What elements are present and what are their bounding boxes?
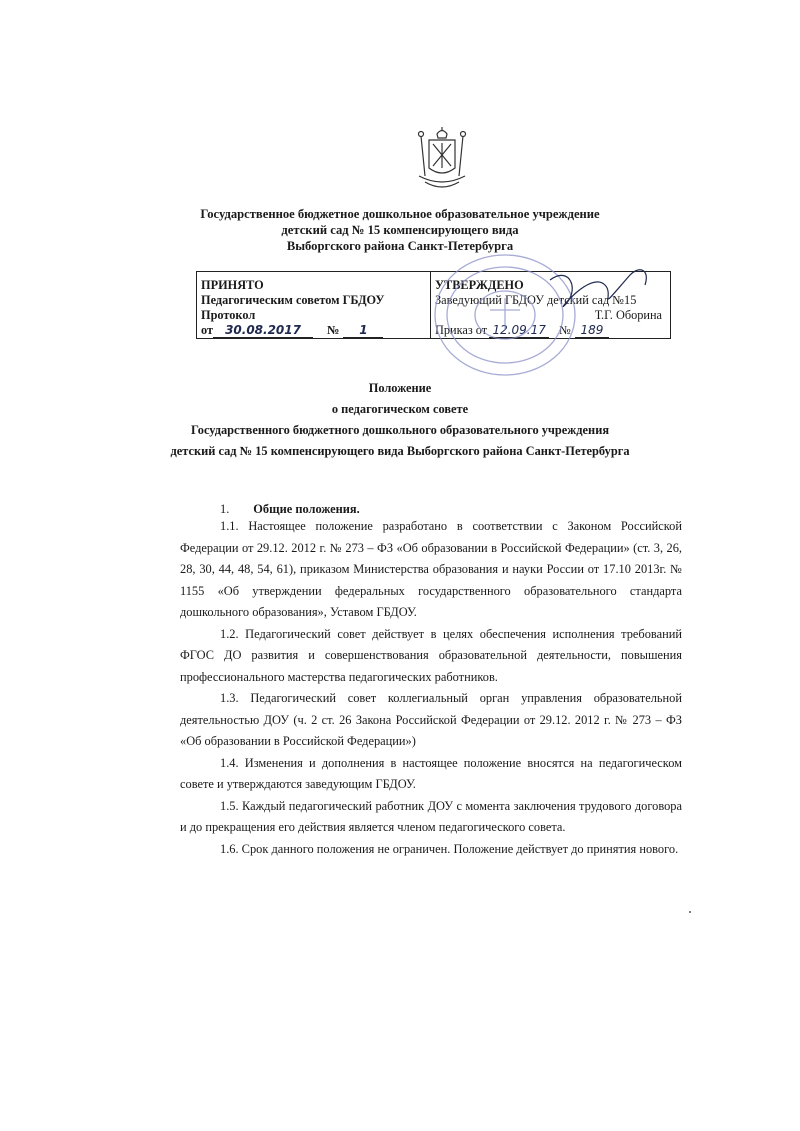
title-line-2: о педагогическом совете [331,402,469,416]
protocol-from-label: от [201,323,214,337]
accepted-label: ПРИНЯТО [201,278,264,292]
protocol-label: Протокол [201,308,256,322]
order-number-label: № [559,323,571,337]
title-line-4: детский сад № 15 компенсирующего вида Выборгского района Санкт-Петербурга [170,444,630,458]
section-title: Общие положения. [253,502,360,516]
section-heading [220,502,360,517]
accepted-cell [197,272,431,338]
protocol-number: 1 [343,324,383,338]
accepted-by: Педагогическим советом ГБДОУ [201,293,385,307]
order-label: Приказ от [435,323,488,337]
header-line-3: Выборгского района Санкт-Петербурга [286,239,514,253]
title-line-3: Государственного бюджетного дошкольного образовательного учреждения [190,423,610,437]
title-line-1: Положение [368,381,432,395]
approved-label: УТВЕРЖДЕНО [435,278,524,292]
head-position: Заведующий ГБДОУ детский сад №15 [435,293,637,307]
head-name: Т.Г. Оборина [594,308,662,322]
protocol-number-label: № [327,323,340,337]
paragraph-1-6: 1.6. Срок данного положения не ограничен. Положение действует до принятия нового. [220,841,679,856]
scan-speck [689,911,691,913]
order-number: 189 [575,324,609,338]
section-number: 1. [220,502,230,516]
document-title [0,378,800,462]
organization-header [0,206,800,254]
coat-of-arms-emblem [415,126,469,192]
document-body [180,516,682,860]
paragraph-1-1: 1.1. Настоящее положение разработано в соответствии с Законом Российской Федерации от 29.12. 2012 г. № 273 – ФЗ «Об образовании в Российской Федерации» (ст. 3, 26, 28, 30, 44, 48, 54, 61), приказом Министерства образования и науки России от 17.10 2013г. № 1155 «Об утверждении федеральных государственного образовательного стандарта дошкольного образования», Уставом ГБДОУ. [180,519,682,619]
protocol-date: 30.08.2017 [213,324,313,338]
paragraph-1-3: 1.3. Педагогический совет коллегиальный орган управления образовательной деятельностью ДОУ (ч. 2 ст. 26 Закона Российской Федерации от 29.12. 2012 г. № 273 – ФЗ «Об образовании в Российской Федерации») [180,691,682,748]
approved-cell [431,272,670,338]
header-line-2: детский сад № 15 компенсирующего вида [281,223,519,237]
paragraph-1-5: 1.5. Каждый педагогический работник ДОУ с момента заключения трудового договора и до прекращения его действия является членом педагогического совета. [180,798,682,834]
approval-table [196,271,671,339]
order-date: 12.09.17 [489,324,549,338]
paragraph-1-4: 1.4. Изменения и дополнения в настоящее положение вносятся на педагогическом совете и утверждаются заведующим ГБДОУ. [180,755,682,791]
paragraph-1-2: 1.2. Педагогический совет действует в целях обеспечения исполнения требований ФГОС ДО развития и совершенствования образовательной деятельности, повышения профессионального мастерства педагогических работников. [180,626,682,684]
header-line-1: Государственное бюджетное дошкольное образовательное учреждение [200,207,600,221]
